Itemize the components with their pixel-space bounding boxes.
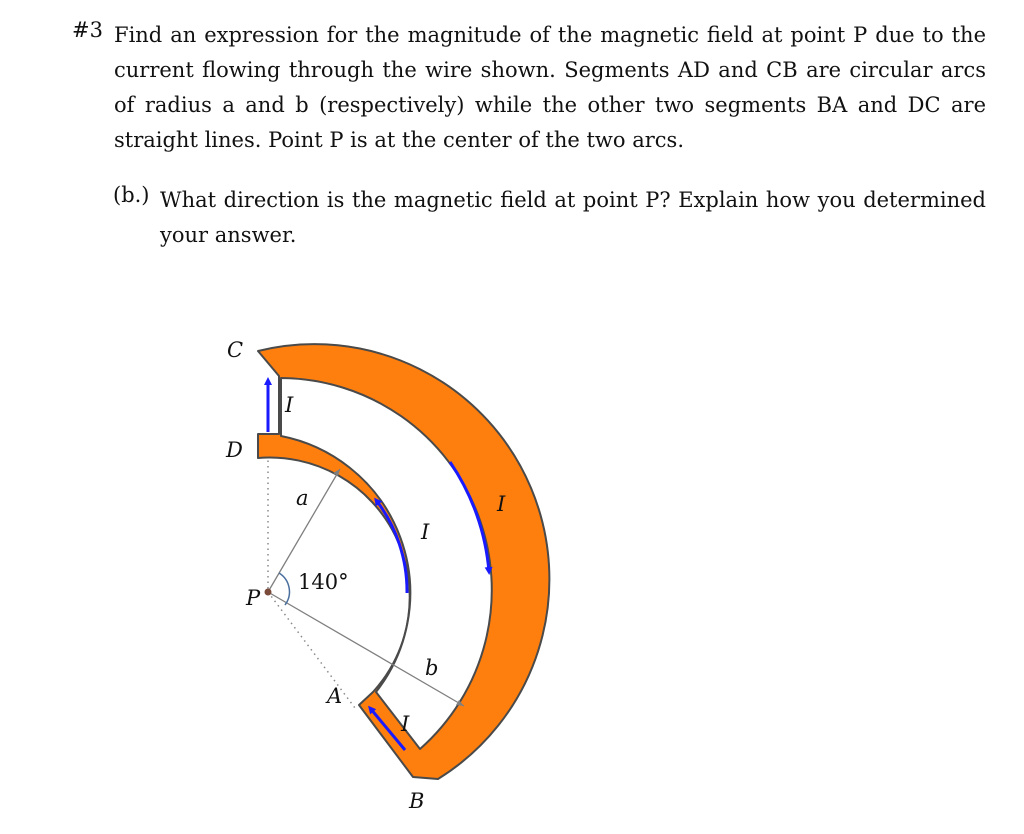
angle-arc [279, 573, 289, 605]
label-current-ba: I [401, 712, 410, 736]
label-c: C [227, 338, 244, 362]
label-radius-a: a [296, 486, 309, 510]
question-text: Find an expression for the magnitude of the magnetic field at point P due to the current flowing through the wire shown. Segments AD and CB are circular arcs of radius a and b (respectively) while the other two segments BA and DC are straight lines. Point P is at the center of the two arcs. [114, 23, 986, 152]
subquestion-label: (b.) [113, 183, 150, 207]
point-p-dot [265, 589, 272, 596]
label-b-point: B [409, 789, 425, 813]
label-d: D [226, 438, 243, 462]
label-current-inner: I [421, 520, 430, 544]
label-angle: 140° [298, 570, 349, 594]
question-number: #3 [72, 18, 103, 42]
label-a-point: A [327, 684, 343, 708]
label-current-outer: I [497, 492, 506, 516]
label-current-dc: I [285, 393, 294, 417]
label-p: P [246, 586, 261, 610]
subquestion-text: What direction is the magnetic field at point P? Explain how you determined your answer. [160, 188, 986, 247]
label-radius-b: b [425, 656, 439, 680]
